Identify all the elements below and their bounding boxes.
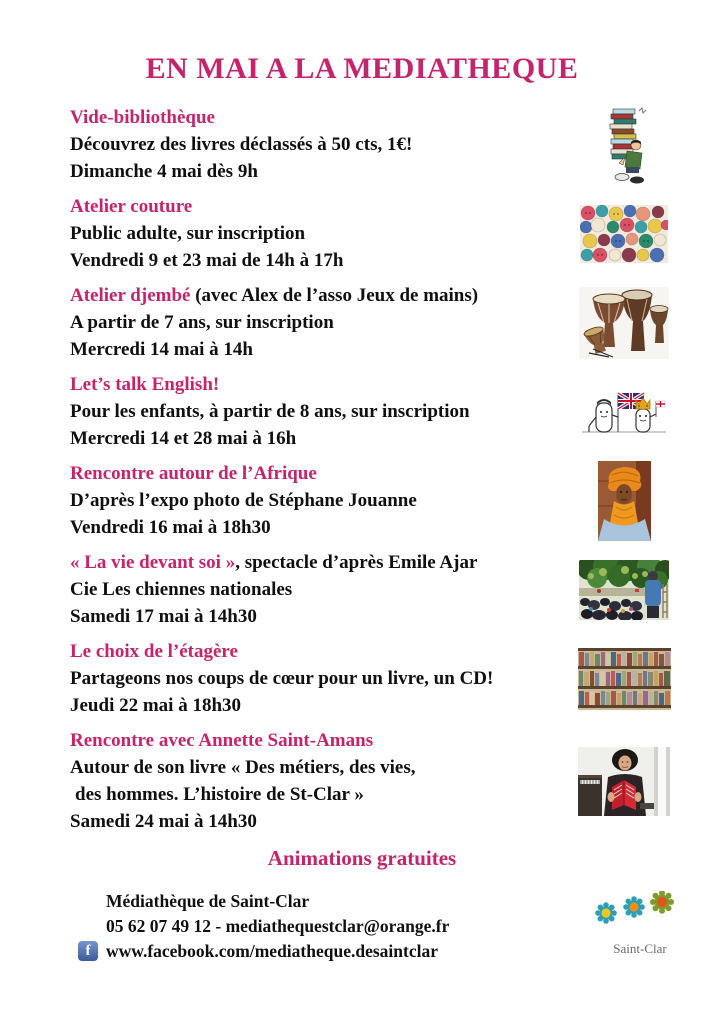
event-text [70, 104, 574, 185]
event-annette-saint-amans [70, 727, 674, 835]
event-line: Découvrez des livres déclassés à 50 cts, 1€! [70, 134, 413, 155]
event-la-vie-devant-soi [70, 549, 674, 630]
bookshelf-photo-image [574, 648, 674, 710]
event-title [70, 371, 574, 398]
event-title-accent: Rencontre autour de l’Afrique [70, 463, 317, 484]
footer-name: Médiathèque de Saint-Clar [106, 891, 310, 911]
event-line: Jeudi 22 mai à 18h30 [70, 695, 242, 716]
facebook-icon[interactable]: f [78, 941, 98, 961]
event-title-accent: Atelier couture [70, 196, 193, 217]
page-title: EN MAI A LA MEDIATHEQUE [145, 52, 579, 85]
footer [78, 889, 690, 964]
event-title-accent: Rencontre avec Annette Saint-Amans [70, 730, 374, 751]
event-text [70, 460, 574, 541]
event-title [70, 282, 574, 309]
footer-contact [78, 889, 449, 964]
event-line: des hommes. L’histoire de St-Clar » [75, 784, 364, 805]
event-line: Autour de son livre « Des métiers, des vies, [70, 757, 416, 778]
event-title [70, 638, 574, 665]
author-reading-photo-image [574, 747, 674, 816]
african-portrait-photo-image [574, 461, 674, 541]
saint-clar-logo [590, 891, 690, 957]
event-line: D’après l’expo photo de Stéphane Jouanne [70, 490, 417, 511]
event-text [70, 638, 574, 719]
event-line: Cie Les chiennes nationales [70, 579, 293, 600]
event-title-accent: Le choix de l’étagère [70, 641, 238, 662]
event-line: Pour les enfants, à partir de 8 ans, sur inscription [70, 401, 470, 422]
footer-facebook-url[interactable]: www.facebook.com/mediatheque.desaintclar [106, 941, 438, 961]
english-flags-cartoon-image [574, 387, 674, 437]
saint-clar-suns-icon [590, 891, 690, 939]
event-line: Mercredi 14 mai à 14h [70, 339, 253, 360]
event-title-accent: Vide-bibliothèque [70, 107, 215, 128]
event-atelier-couture [70, 193, 674, 274]
book-stack-cartoon-image [574, 105, 674, 185]
event-title [70, 460, 574, 487]
event-text [70, 282, 574, 363]
event-title [70, 549, 574, 576]
events-list [70, 104, 674, 835]
event-title-suffix: , spectacle d’après Emile Ajar [235, 552, 478, 573]
event-rencontre-afrique [70, 460, 674, 541]
event-line: A partir de 7 ans, sur inscription [70, 312, 334, 333]
event-vide-bibliotheque [70, 104, 674, 185]
free-note: Animations gratuites [267, 846, 457, 870]
buttons-photo-image [574, 205, 674, 263]
event-text [70, 193, 574, 274]
event-title-accent: Atelier djembé [70, 285, 191, 306]
event-line: Dimanche 4 mai dès 9h [70, 161, 258, 182]
event-title [70, 193, 574, 220]
event-title [70, 727, 574, 754]
event-line: Samedi 24 mai à 14h30 [70, 811, 257, 832]
event-line: Vendredi 9 et 23 mai de 14h à 17h [70, 250, 344, 271]
event-title [70, 104, 574, 131]
event-line: Vendredi 16 mai à 18h30 [70, 517, 271, 538]
event-text [70, 549, 574, 630]
event-line: Public adulte, sur inscription [70, 223, 306, 244]
event-line: Mercredi 14 et 28 mai à 16h [70, 428, 297, 449]
event-lets-talk-english [70, 371, 674, 452]
event-choix-etagere [70, 638, 674, 719]
event-title-suffix: (avec Alex de l’asso Jeux de mains) [190, 285, 479, 306]
outdoor-show-photo-image [574, 560, 674, 620]
footer-phone-email: 05 62 07 49 12 - mediathequestclar@orange.fr [106, 916, 450, 936]
event-title-accent: « La vie devant soi » [70, 552, 236, 573]
event-title-accent: Let’s talk English! [70, 374, 220, 395]
event-atelier-djembe [70, 282, 674, 363]
djembe-drums-photo-image [574, 287, 674, 359]
event-line: Samedi 17 mai à 14h30 [70, 606, 257, 627]
event-line: Partageons nos coups de cœur pour un livre, un CD! [70, 668, 494, 689]
event-text [70, 727, 574, 835]
event-text [70, 371, 574, 452]
saint-clar-logo-label: Saint-Clar [613, 941, 667, 956]
